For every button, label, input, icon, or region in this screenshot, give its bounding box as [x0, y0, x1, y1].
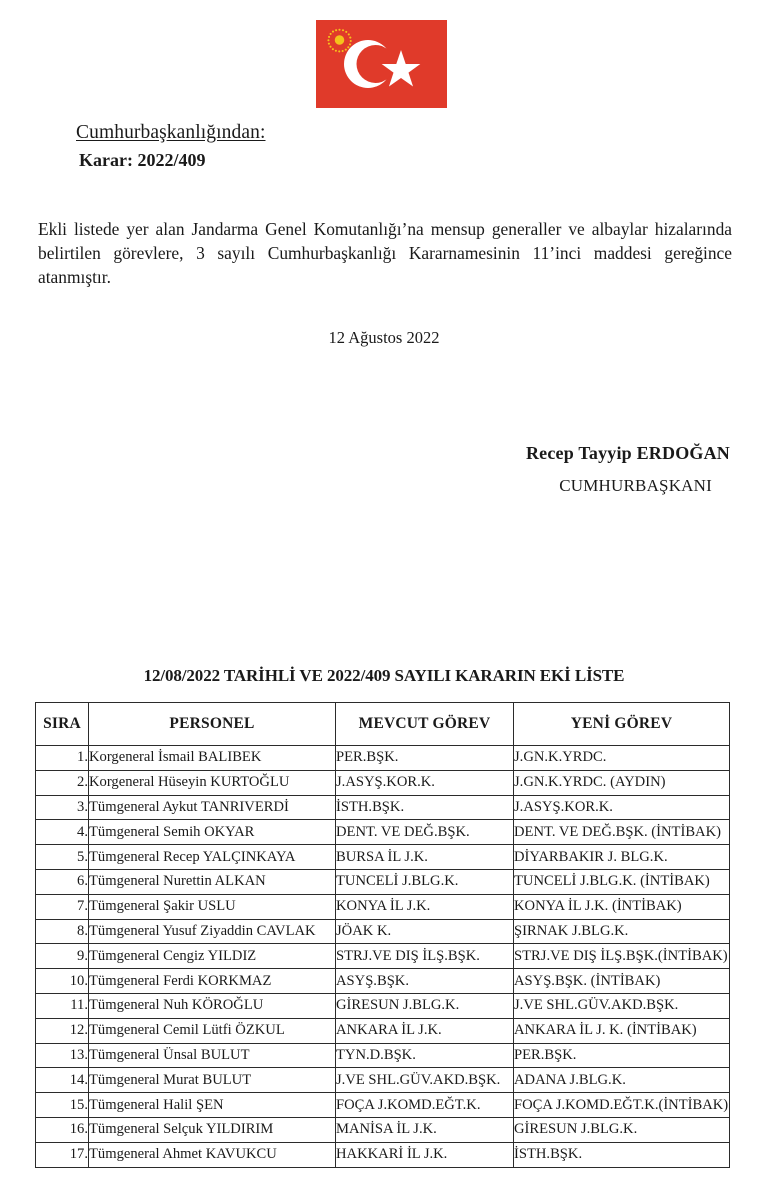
row-personel: Tümgeneral Semih OKYAR	[89, 820, 336, 845]
column-header-sira: SIRA	[36, 703, 89, 746]
signatory-name: Recep Tayyip ERDOĞAN	[525, 443, 730, 463]
row-yeni-gorev: J.GN.K.YRDC.	[514, 746, 730, 771]
row-personel: Tümgeneral Halil ŞEN	[89, 1093, 336, 1118]
row-mevcut-gorev: TUNCELİ J.BLG.K.	[336, 869, 514, 894]
row-mevcut-gorev: GİRESUN J.BLG.K.	[336, 993, 514, 1018]
row-mevcut-gorev: DENT. VE DEĞ.BŞK.	[336, 820, 514, 845]
row-yeni-gorev: TUNCELİ J.BLG.K. (İNTİBAK)	[514, 869, 730, 894]
table-row	[36, 919, 730, 944]
signatory-title: CUMHURBAŞKANI	[559, 476, 712, 495]
table-row	[36, 1093, 730, 1118]
table-row	[36, 1068, 730, 1093]
row-personel: Tümgeneral Recep YALÇINKAYA	[89, 845, 336, 870]
column-header-mevcut-gorev: MEVCUT GÖREV	[336, 703, 514, 746]
row-index: 1.	[36, 746, 89, 771]
row-personel: Tümgeneral Yusuf Ziyaddin CAVLAK	[89, 919, 336, 944]
row-mevcut-gorev: HAKKARİ İL J.K.	[336, 1142, 514, 1167]
decision-date: 12 Ağustos 2022	[328, 328, 440, 347]
row-yeni-gorev: J.GN.K.YRDC. (AYDIN)	[514, 770, 730, 795]
row-mevcut-gorev: ASYŞ.BŞK.	[336, 969, 514, 994]
row-personel: Tümgeneral Murat BULUT	[89, 1068, 336, 1093]
annex-list-title: 12/08/2022 TARİHLİ VE 2022/409 SAYILI KARARIN EKİ LİSTE	[143, 666, 625, 685]
row-mevcut-gorev: BURSA İL J.K.	[336, 845, 514, 870]
row-personel: Tümgeneral Aykut TANRIVERDİ	[89, 795, 336, 820]
row-index: 5.	[36, 845, 89, 870]
row-personel: Tümgeneral Nuh KÖROĞLU	[89, 993, 336, 1018]
column-header-personel: PERSONEL	[89, 703, 336, 746]
row-index: 11.	[36, 993, 89, 1018]
row-index: 15.	[36, 1093, 89, 1118]
row-yeni-gorev: J.VE SHL.GÜV.AKD.BŞK.	[514, 993, 730, 1018]
row-personel: Korgeneral İsmail BALIBEK	[89, 746, 336, 771]
row-mevcut-gorev: J.VE SHL.GÜV.AKD.BŞK.	[336, 1068, 514, 1093]
row-index: 7.	[36, 894, 89, 919]
row-yeni-gorev: STRJ.VE DIŞ İLŞ.BŞK.(İNTİBAK)	[514, 944, 730, 969]
table-row	[36, 944, 730, 969]
row-index: 2.	[36, 770, 89, 795]
row-personel: Tümgeneral Selçuk YILDIRIM	[89, 1117, 336, 1142]
decision-body-text: Ekli listede yer alan Jandarma Genel Komutanlığı’na mensup generaller ve albaylar hizalarında belirtilen görevlere, 3 sayılı Cumhurbaşkanlığı Kararnamesinin 11’inci maddesi gereğince atanmıştır.	[38, 219, 732, 288]
table-row	[36, 1043, 730, 1068]
table-row	[36, 993, 730, 1018]
table-row	[36, 845, 730, 870]
row-mevcut-gorev: İSTH.BŞK.	[336, 795, 514, 820]
row-index: 3.	[36, 795, 89, 820]
row-mevcut-gorev: J.ASYŞ.KOR.K.	[336, 770, 514, 795]
table-row	[36, 1018, 730, 1043]
row-yeni-gorev: J.ASYŞ.KOR.K.	[514, 795, 730, 820]
table-row	[36, 1142, 730, 1167]
row-yeni-gorev: ADANA J.BLG.K.	[514, 1068, 730, 1093]
row-yeni-gorev: ASYŞ.BŞK. (İNTİBAK)	[514, 969, 730, 994]
row-personel: Tümgeneral Cemil Lütfi ÖZKUL	[89, 1018, 336, 1043]
row-personel: Tümgeneral Şakir USLU	[89, 894, 336, 919]
table-header-row	[36, 703, 730, 746]
row-yeni-gorev: KONYA İL J.K. (İNTİBAK)	[514, 894, 730, 919]
row-mevcut-gorev: FOÇA J.KOMD.EĞT.K.	[336, 1093, 514, 1118]
row-personel: Tümgeneral Ferdi KORKMAZ	[89, 969, 336, 994]
row-personel: Tümgeneral Ahmet KAVUKCU	[89, 1142, 336, 1167]
row-yeni-gorev: DİYARBAKIR J. BLG.K.	[514, 845, 730, 870]
row-yeni-gorev: FOÇA J.KOMD.EĞT.K.(İNTİBAK)	[514, 1093, 730, 1118]
table-row	[36, 1117, 730, 1142]
table-row	[36, 869, 730, 894]
row-yeni-gorev: PER.BŞK.	[514, 1043, 730, 1068]
table-row	[36, 894, 730, 919]
row-yeni-gorev: ANKARA İL J. K. (İNTİBAK)	[514, 1018, 730, 1043]
row-index: 8.	[36, 919, 89, 944]
row-index: 16.	[36, 1117, 89, 1142]
appointments-table	[35, 702, 730, 1168]
row-index: 6.	[36, 869, 89, 894]
row-mevcut-gorev: JÖAK K.	[336, 919, 514, 944]
row-index: 12.	[36, 1018, 89, 1043]
table-row	[36, 820, 730, 845]
row-yeni-gorev: ŞIRNAK J.BLG.K.	[514, 919, 730, 944]
row-mevcut-gorev: TYN.D.BŞK.	[336, 1043, 514, 1068]
turkish-flag	[316, 20, 447, 108]
table-row	[36, 770, 730, 795]
table-row	[36, 969, 730, 994]
row-index: 14.	[36, 1068, 89, 1093]
row-index: 4.	[36, 820, 89, 845]
row-mevcut-gorev: STRJ.VE DIŞ İLŞ.BŞK.	[336, 944, 514, 969]
decision-number: Karar: 2022/409	[79, 150, 206, 170]
row-mevcut-gorev: MANİSA İL J.K.	[336, 1117, 514, 1142]
row-index: 13.	[36, 1043, 89, 1068]
column-header-yeni-gorev: YENİ GÖREV	[514, 703, 730, 746]
row-personel: Korgeneral Hüseyin KURTOĞLU	[89, 770, 336, 795]
table-row	[36, 795, 730, 820]
row-mevcut-gorev: PER.BŞK.	[336, 746, 514, 771]
row-personel: Tümgeneral Nurettin ALKAN	[89, 869, 336, 894]
row-index: 9.	[36, 944, 89, 969]
row-mevcut-gorev: ANKARA İL J.K.	[336, 1018, 514, 1043]
row-personel: Tümgeneral Ünsal BULUT	[89, 1043, 336, 1068]
row-mevcut-gorev: KONYA İL J.K.	[336, 894, 514, 919]
issuer-heading: Cumhurbaşkanlığından:	[76, 122, 266, 143]
row-yeni-gorev: DENT. VE DEĞ.BŞK. (İNTİBAK)	[514, 820, 730, 845]
turkish-flag-icon	[316, 20, 447, 108]
row-index: 17.	[36, 1142, 89, 1167]
row-yeni-gorev: İSTH.BŞK.	[514, 1142, 730, 1167]
row-yeni-gorev: GİRESUN J.BLG.K.	[514, 1117, 730, 1142]
row-index: 10.	[36, 969, 89, 994]
table-row	[36, 746, 730, 771]
row-personel: Tümgeneral Cengiz YILDIZ	[89, 944, 336, 969]
